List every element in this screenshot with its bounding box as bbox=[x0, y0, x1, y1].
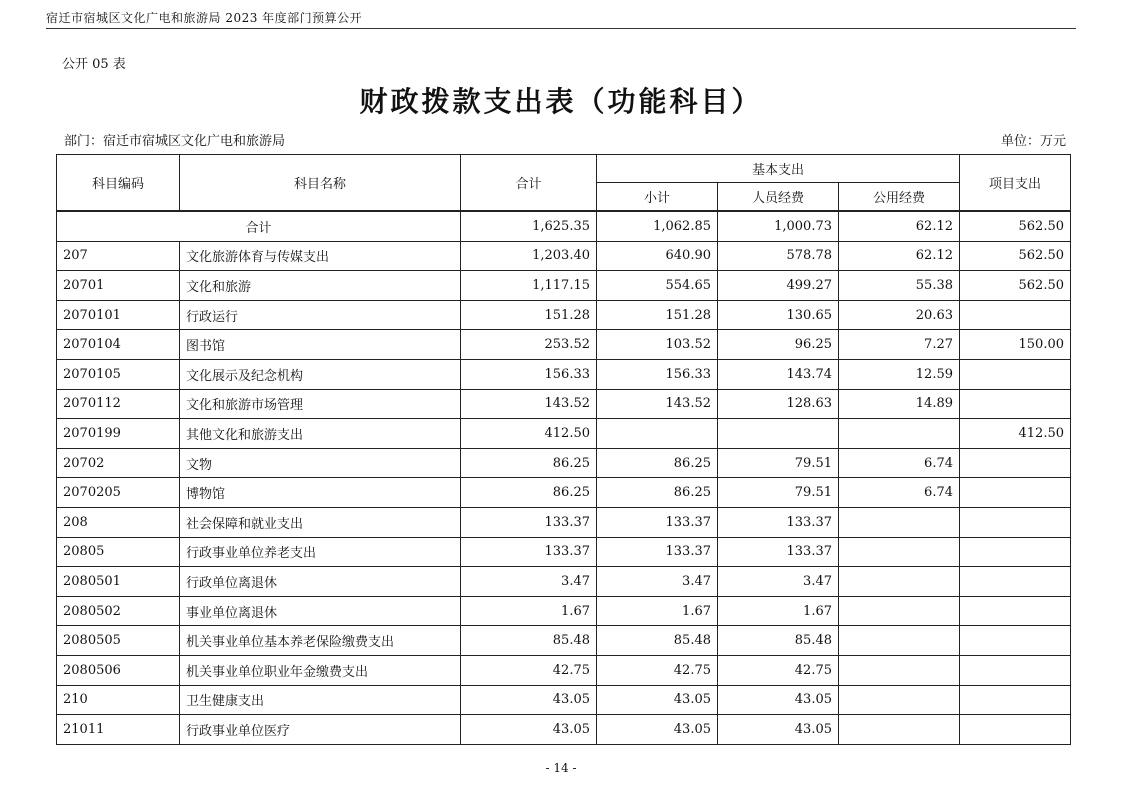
name-cell: 卫生健康支出 bbox=[180, 685, 461, 715]
total-cell: 1,625.35 bbox=[461, 211, 597, 241]
name-cell: 文化展示及纪念机构 bbox=[180, 359, 461, 389]
total-cell: 412.50 bbox=[461, 419, 597, 449]
total-cell: 1.67 bbox=[461, 596, 597, 626]
form-number: 公开 05 表 bbox=[62, 57, 126, 72]
total-cell: 133.37 bbox=[461, 507, 597, 537]
table-row bbox=[57, 389, 1071, 419]
total-cell: 3.47 bbox=[461, 567, 597, 597]
name-cell: 社会保障和就业支出 bbox=[180, 507, 461, 537]
code-cell: 2070205 bbox=[57, 478, 180, 508]
header-project: 项目支出 bbox=[960, 155, 1071, 212]
table-header bbox=[57, 155, 1071, 212]
table-row bbox=[57, 478, 1071, 508]
code-cell: 2080505 bbox=[57, 626, 180, 656]
header-name: 科目名称 bbox=[180, 155, 461, 212]
public-cell: 6.74 bbox=[839, 448, 960, 478]
page-title: 财政拨款支出表（功能科目） bbox=[359, 85, 763, 118]
code-cell: 20805 bbox=[57, 537, 180, 567]
subtotal-cell: 43.05 bbox=[597, 685, 718, 715]
unit-label: 单位：万元 bbox=[1000, 134, 1066, 149]
public-cell bbox=[839, 596, 960, 626]
table-row bbox=[57, 359, 1071, 389]
personnel-cell: 43.05 bbox=[718, 685, 839, 715]
personnel-cell: 133.37 bbox=[718, 537, 839, 567]
name-cell: 事业单位离退休 bbox=[180, 596, 461, 626]
personnel-cell: 3.47 bbox=[718, 567, 839, 597]
header-personnel: 人员经费 bbox=[718, 183, 839, 212]
code-cell: 2080506 bbox=[57, 655, 180, 685]
personnel-cell: 85.48 bbox=[718, 626, 839, 656]
total-cell: 133.37 bbox=[461, 537, 597, 567]
project-cell bbox=[960, 300, 1071, 330]
name-cell: 文化旅游体育与传媒支出 bbox=[180, 241, 461, 271]
personnel-cell: 96.25 bbox=[718, 330, 839, 360]
project-cell: 562.50 bbox=[960, 211, 1071, 241]
subtotal-cell: 156.33 bbox=[597, 359, 718, 389]
total-cell: 1,117.15 bbox=[461, 271, 597, 301]
personnel-cell bbox=[718, 419, 839, 449]
public-cell: 14.89 bbox=[839, 389, 960, 419]
subtotal-cell: 103.52 bbox=[597, 330, 718, 360]
public-cell: 55.38 bbox=[839, 271, 960, 301]
total-row bbox=[57, 211, 1071, 241]
project-cell bbox=[960, 507, 1071, 537]
project-cell bbox=[960, 359, 1071, 389]
project-cell bbox=[960, 478, 1071, 508]
department-label: 部门：宿迁市宿城区文化广电和旅游局 bbox=[64, 134, 286, 149]
table-row bbox=[57, 448, 1071, 478]
table-body bbox=[57, 211, 1071, 744]
table-row bbox=[57, 626, 1071, 656]
name-cell: 行政单位离退休 bbox=[180, 567, 461, 597]
personnel-cell: 79.51 bbox=[718, 478, 839, 508]
project-cell: 150.00 bbox=[960, 330, 1071, 360]
personnel-cell: 43.05 bbox=[718, 715, 839, 745]
project-cell: 412.50 bbox=[960, 419, 1071, 449]
name-cell: 行政事业单位养老支出 bbox=[180, 537, 461, 567]
project-cell bbox=[960, 715, 1071, 745]
subtotal-cell: 86.25 bbox=[597, 448, 718, 478]
subtotal-cell: 151.28 bbox=[597, 300, 718, 330]
total-cell: 156.33 bbox=[461, 359, 597, 389]
subtotal-cell: 133.37 bbox=[597, 537, 718, 567]
table-row bbox=[57, 241, 1071, 271]
project-cell bbox=[960, 655, 1071, 685]
table-row bbox=[57, 507, 1071, 537]
project-cell: 562.50 bbox=[960, 271, 1071, 301]
total-cell: 43.05 bbox=[461, 685, 597, 715]
header-divider bbox=[46, 28, 1076, 29]
personnel-cell: 578.78 bbox=[718, 241, 839, 271]
total-cell: 143.52 bbox=[461, 389, 597, 419]
name-cell: 机关事业单位基本养老保险缴费支出 bbox=[180, 626, 461, 656]
table-row bbox=[57, 419, 1071, 449]
code-cell: 2070199 bbox=[57, 419, 180, 449]
table-row bbox=[57, 715, 1071, 745]
public-cell bbox=[839, 655, 960, 685]
project-cell: 562.50 bbox=[960, 241, 1071, 271]
personnel-cell: 79.51 bbox=[718, 448, 839, 478]
header-basic: 基本支出 bbox=[597, 155, 960, 183]
subtotal-cell: 42.75 bbox=[597, 655, 718, 685]
code-cell: 2080501 bbox=[57, 567, 180, 597]
public-cell: 62.12 bbox=[839, 211, 960, 241]
public-cell: 7.27 bbox=[839, 330, 960, 360]
subtotal-cell bbox=[597, 419, 718, 449]
public-cell bbox=[839, 507, 960, 537]
subtotal-cell: 640.90 bbox=[597, 241, 718, 271]
subtotal-cell: 85.48 bbox=[597, 626, 718, 656]
public-cell bbox=[839, 715, 960, 745]
public-cell bbox=[839, 537, 960, 567]
header-code: 科目编码 bbox=[57, 155, 180, 212]
total-cell: 43.05 bbox=[461, 715, 597, 745]
code-cell: 20702 bbox=[57, 448, 180, 478]
total-cell: 42.75 bbox=[461, 655, 597, 685]
table-row bbox=[57, 596, 1071, 626]
total-label: 合计 bbox=[57, 211, 461, 241]
subtotal-cell: 554.65 bbox=[597, 271, 718, 301]
table-row bbox=[57, 685, 1071, 715]
name-cell: 机关事业单位职业年金缴费支出 bbox=[180, 655, 461, 685]
code-cell: 2080502 bbox=[57, 596, 180, 626]
code-cell: 207 bbox=[57, 241, 180, 271]
code-cell: 20701 bbox=[57, 271, 180, 301]
public-cell: 6.74 bbox=[839, 478, 960, 508]
name-cell: 博物馆 bbox=[180, 478, 461, 508]
total-cell: 86.25 bbox=[461, 478, 597, 508]
code-cell: 210 bbox=[57, 685, 180, 715]
code-cell: 2070104 bbox=[57, 330, 180, 360]
name-cell: 行政运行 bbox=[180, 300, 461, 330]
code-cell: 2070101 bbox=[57, 300, 180, 330]
personnel-cell: 128.63 bbox=[718, 389, 839, 419]
project-cell bbox=[960, 537, 1071, 567]
personnel-cell: 133.37 bbox=[718, 507, 839, 537]
personnel-cell: 130.65 bbox=[718, 300, 839, 330]
name-cell: 图书馆 bbox=[180, 330, 461, 360]
public-cell: 12.59 bbox=[839, 359, 960, 389]
project-cell bbox=[960, 567, 1071, 597]
public-cell bbox=[839, 626, 960, 656]
name-cell: 文化和旅游市场管理 bbox=[180, 389, 461, 419]
total-cell: 86.25 bbox=[461, 448, 597, 478]
name-cell: 文化和旅游 bbox=[180, 271, 461, 301]
project-cell bbox=[960, 626, 1071, 656]
personnel-cell: 1.67 bbox=[718, 596, 839, 626]
budget-table bbox=[56, 154, 1071, 745]
project-cell bbox=[960, 448, 1071, 478]
subtotal-cell: 86.25 bbox=[597, 478, 718, 508]
subtotal-cell: 43.05 bbox=[597, 715, 718, 745]
project-cell bbox=[960, 596, 1071, 626]
name-cell: 行政事业单位医疗 bbox=[180, 715, 461, 745]
personnel-cell: 42.75 bbox=[718, 655, 839, 685]
personnel-cell: 1,000.73 bbox=[718, 211, 839, 241]
subtotal-cell: 1,062.85 bbox=[597, 211, 718, 241]
subtotal-cell: 3.47 bbox=[597, 567, 718, 597]
subtotal-cell: 143.52 bbox=[597, 389, 718, 419]
document-header: 宿迁市宿城区文化广电和旅游局 2023 年度部门预算公开 bbox=[46, 11, 363, 25]
subtotal-cell: 1.67 bbox=[597, 596, 718, 626]
project-cell bbox=[960, 685, 1071, 715]
page-number: - 14 - bbox=[545, 761, 577, 775]
table-row bbox=[57, 655, 1071, 685]
public-cell bbox=[839, 685, 960, 715]
project-cell bbox=[960, 389, 1071, 419]
total-cell: 85.48 bbox=[461, 626, 597, 656]
header-subtotal: 小计 bbox=[597, 183, 718, 212]
code-cell: 2070105 bbox=[57, 359, 180, 389]
table-row bbox=[57, 271, 1071, 301]
table-row bbox=[57, 537, 1071, 567]
total-cell: 1,203.40 bbox=[461, 241, 597, 271]
personnel-cell: 143.74 bbox=[718, 359, 839, 389]
header-public: 公用经费 bbox=[839, 183, 960, 212]
name-cell: 文物 bbox=[180, 448, 461, 478]
table-row bbox=[57, 567, 1071, 597]
public-cell bbox=[839, 419, 960, 449]
header-total: 合计 bbox=[461, 155, 597, 212]
name-cell: 其他文化和旅游支出 bbox=[180, 419, 461, 449]
personnel-cell: 499.27 bbox=[718, 271, 839, 301]
public-cell: 62.12 bbox=[839, 241, 960, 271]
code-cell: 21011 bbox=[57, 715, 180, 745]
code-cell: 208 bbox=[57, 507, 180, 537]
public-cell bbox=[839, 567, 960, 597]
total-cell: 253.52 bbox=[461, 330, 597, 360]
total-cell: 151.28 bbox=[461, 300, 597, 330]
subtotal-cell: 133.37 bbox=[597, 507, 718, 537]
table-row bbox=[57, 330, 1071, 360]
public-cell: 20.63 bbox=[839, 300, 960, 330]
code-cell: 2070112 bbox=[57, 389, 180, 419]
table-row bbox=[57, 300, 1071, 330]
